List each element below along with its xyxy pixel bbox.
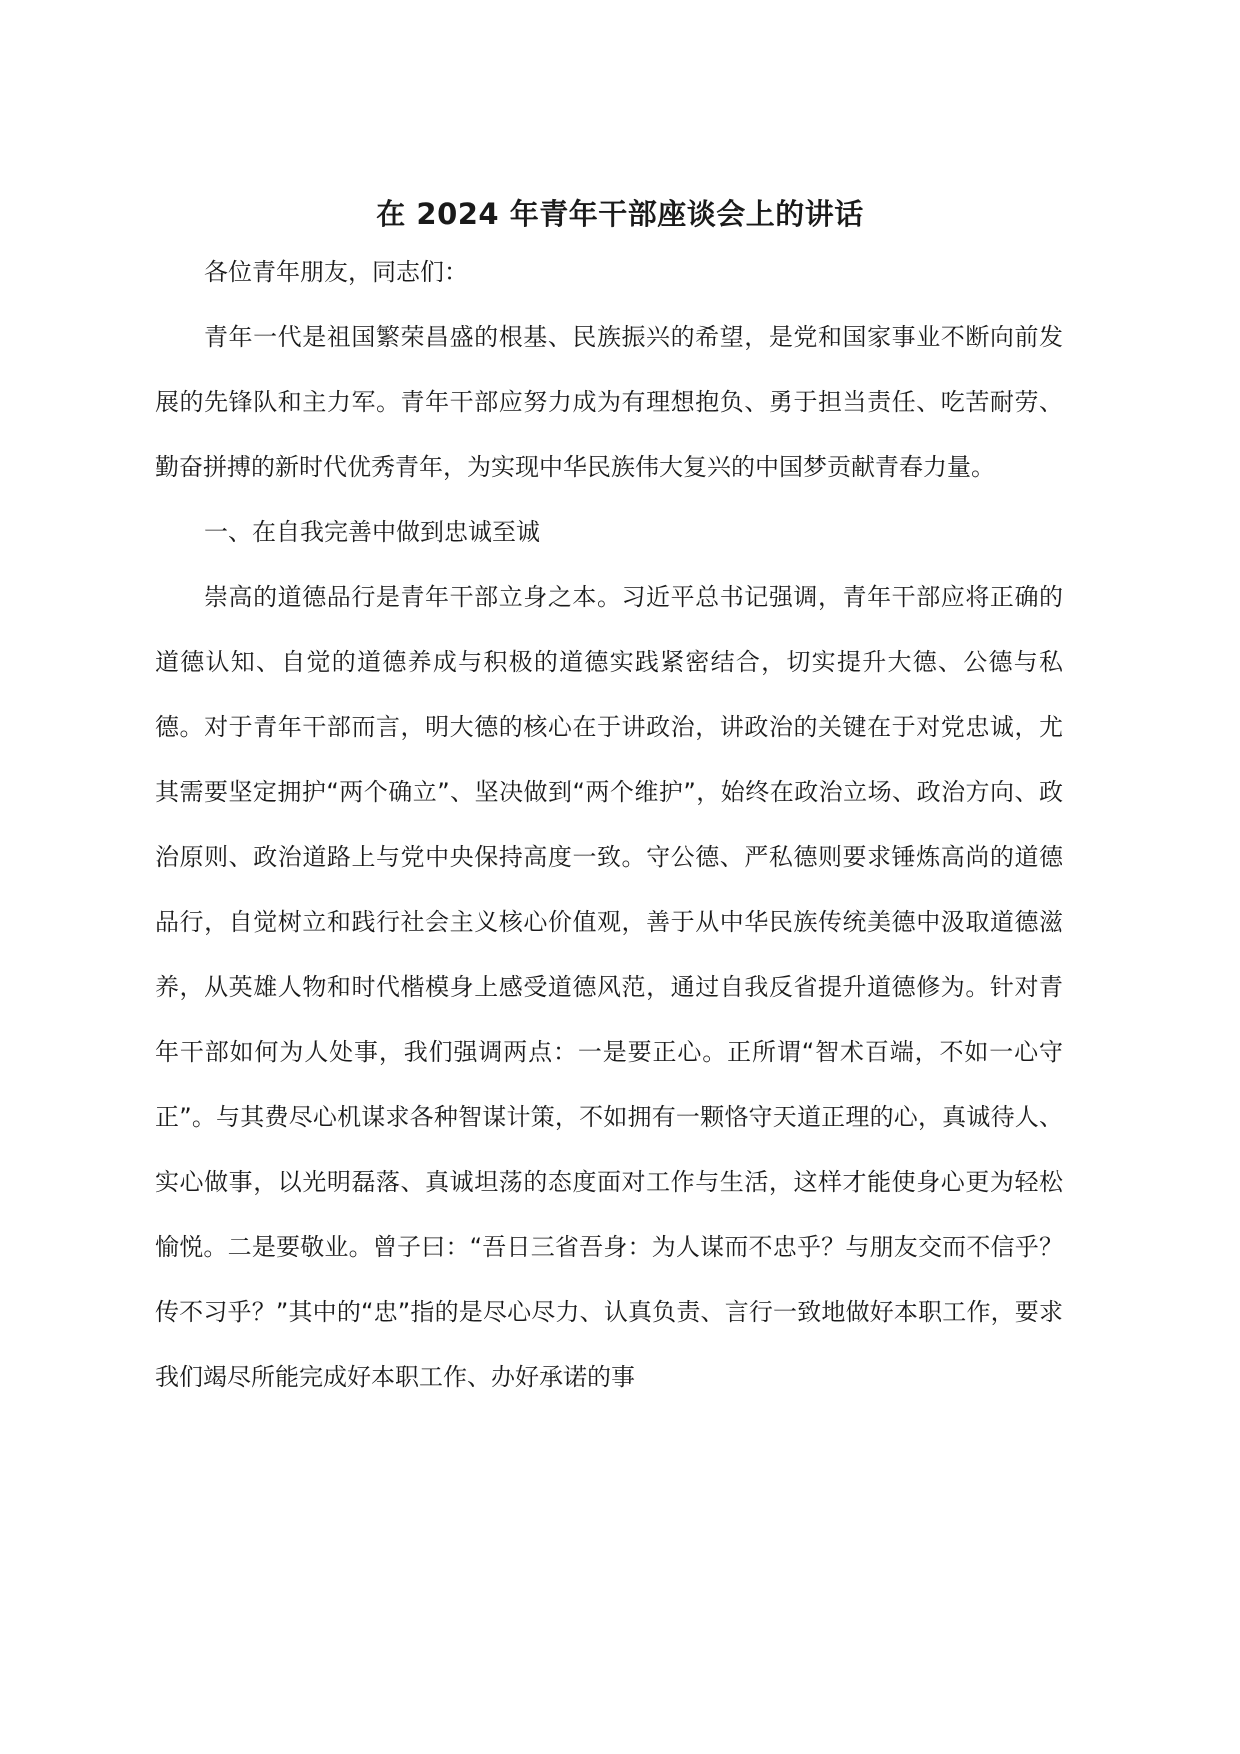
paragraph-section-1: 崇高的道德品行是青年干部立身之本。习近平总书记强调，青年干部应将正确的道德认知、自觉的道德养成与积极的道德实践紧密结合，切实提升大德、公德与私德。对于青年干部而言，明大德的核心在于讲政治，讲政治的关键在于对党忠诚，尤其需要坚定拥护“两个确立”、坚决做到“两个维护”，始终在政治立场、政治方向、政治原则、政治道路上与党中央保持高度一致。守公德、严私德则要求锤炼高尚的道德品行，自觉树立和践行社会主义核心价值观，善于从中华民族传统美德中汲取道德滋养，从英雄人物和时代楷模身上感受道德风范，通过自我反省提升道德修为。针对青年干部如何为人处事，我们强调两点：一是要正心。正所谓“智术百端，不如一心守正”。与其费尽心机谋求各种智谋计策，不如拥有一颗恪守天道正理的心，真诚待人、实心做事，以光明磊落、真诚坦荡的态度面对工作与生活，这样才能使身心更为轻松愉悦。二是要敬业。曾子曰：“吾日三省吾身：为人谋而不忠乎？与朋友交而不信乎？传不习乎？”其中的“忠”指的是尽心尽力、认真负责、言行一致地做好本职工作，要求我们竭尽所能完成好本职工作、办好承诺的事 [155,583,1063,1391]
greeting-line: 各位青年朋友，同志们： [204,258,468,286]
document-body [155,240,1063,1410]
paragraph-intro: 青年一代是祖国繁荣昌盛的根基、民族振兴的希望，是党和国家事业不断向前发展的先锋队和主力军。青年干部应努力成为有理想抱负、勇于担当责任、吃苦耐劳、勤奋拼搏的新时代优秀青年，为实现中华民族伟大复兴的中国梦贡献青春力量。 [155,323,1063,481]
section-heading-1: 一、在自我完善中做到忠诚至诚 [204,518,540,546]
document-title: 在 2024 年青年干部座谈会上的讲话 [376,197,864,231]
